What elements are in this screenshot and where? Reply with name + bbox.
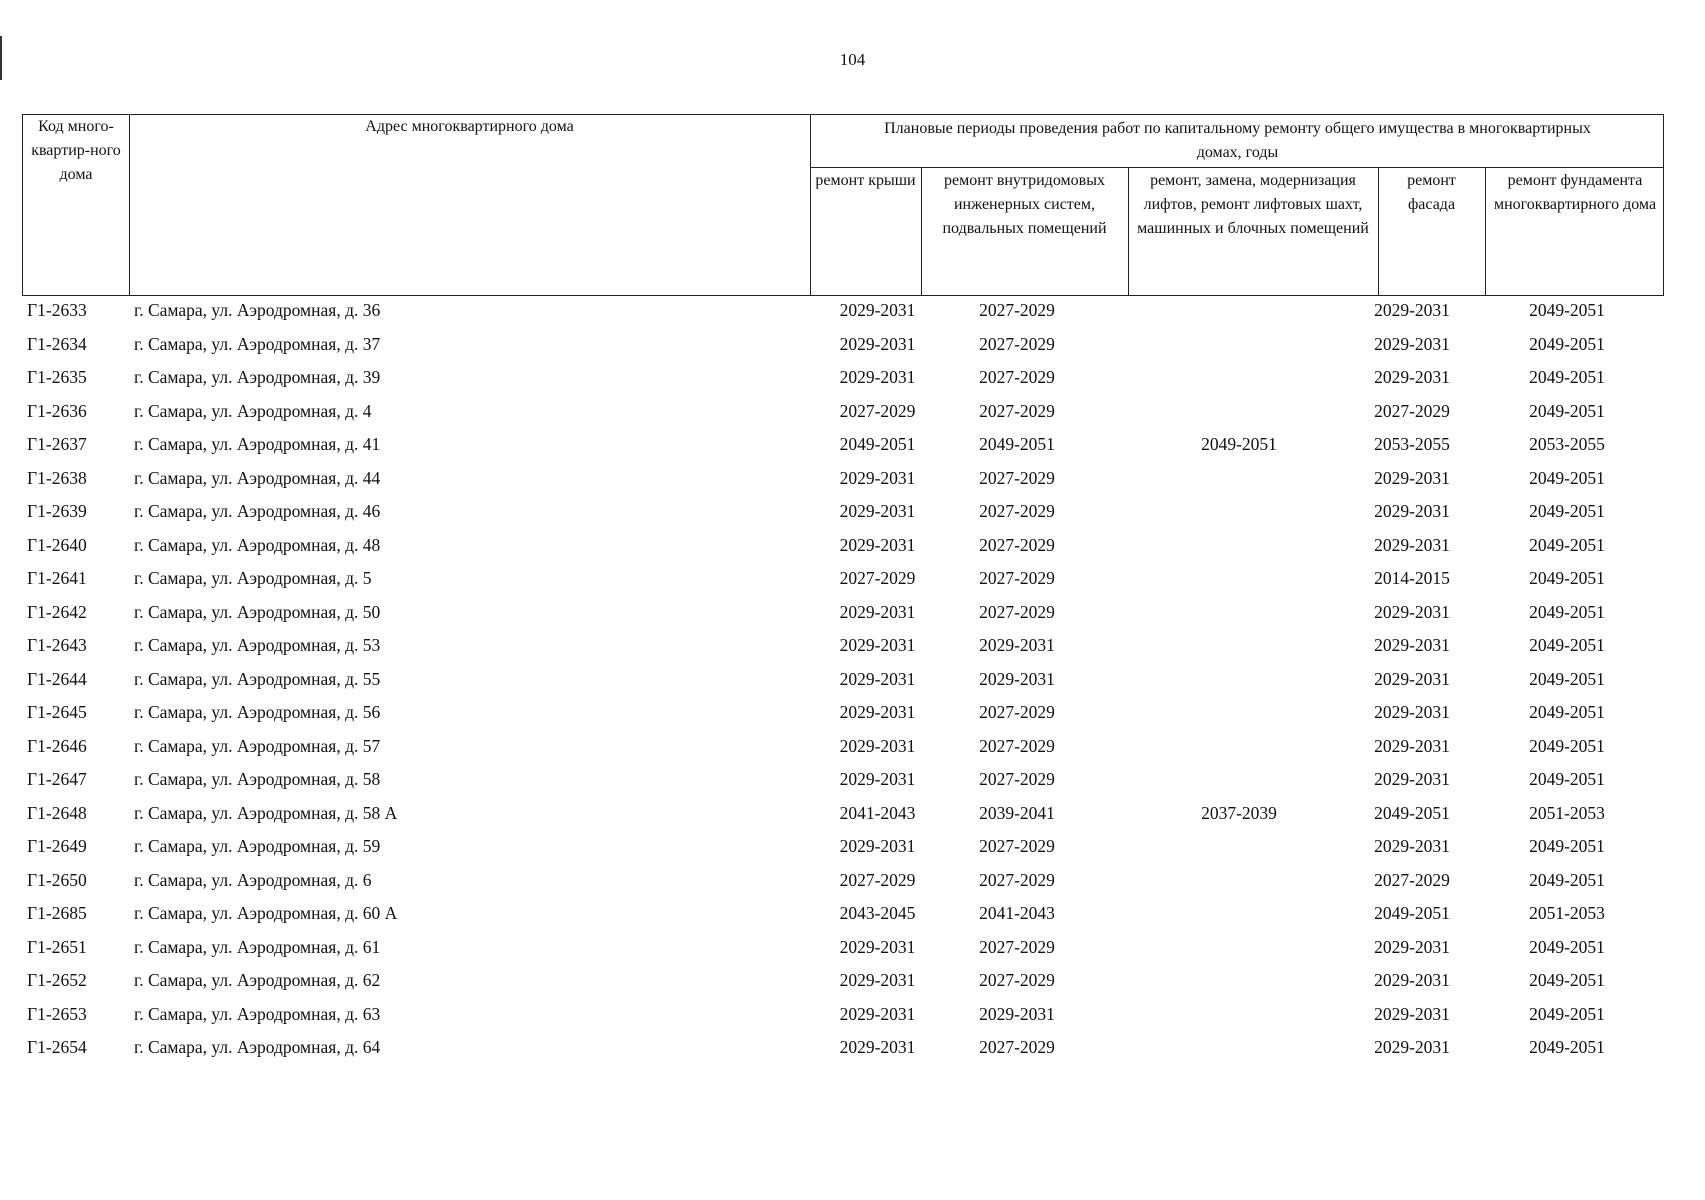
cell-code: Г1-2638: [27, 467, 87, 488]
cell-roof: 2029-2031: [839, 300, 916, 320]
cell-code: Г1-2651: [27, 936, 87, 957]
cell-address: г. Самара, ул. Аэродромная, д. 55: [134, 668, 381, 689]
header-periods: Плановые периоды проведения работ по капитальному ремонту общего имущества в многоквартирных домах, годы: [884, 120, 1591, 161]
cell-roof: 2029-2031: [839, 836, 916, 856]
cell-roof: 2029-2031: [839, 702, 916, 722]
cell-foundation: 2049-2051: [1529, 635, 1605, 655]
cell-engineering: 2041-2043: [979, 903, 1055, 923]
cell-address: г. Самара, ул. Аэродромная, д. 50: [134, 601, 381, 622]
cell-address: г. Самара, ул. Аэродромная, д. 59: [134, 836, 381, 856]
cell-foundation: 2049-2051: [1529, 769, 1605, 789]
cell-address: г. Самара, ул. Аэродромная, д. 64: [134, 1037, 381, 1057]
table-row: [22, 363, 1664, 397]
cell-foundation: 2049-2051: [1529, 300, 1605, 320]
cell-foundation: 2049-2051: [1529, 970, 1605, 990]
cell-foundation: 2049-2051: [1529, 1037, 1605, 1057]
cell-facade: 2029-2031: [1374, 970, 1450, 990]
cell-code: Г1-2648: [27, 802, 87, 823]
cell-code: Г1-2685: [27, 903, 87, 923]
cell-code: Г1-2646: [27, 735, 87, 756]
cell-code: Г1-2643: [27, 635, 87, 655]
cell-engineering: 2027-2029: [979, 333, 1055, 354]
cell-foundation: 2049-2051: [1529, 1003, 1605, 1024]
cell-facade: 2029-2031: [1374, 1037, 1450, 1057]
cell-address: г. Самара, ул. Аэродромная, д. 48: [134, 534, 381, 555]
table-row: [22, 698, 1664, 732]
cell-engineering: 2027-2029: [979, 836, 1055, 856]
cell-code: Г1-2650: [27, 869, 87, 890]
cell-engineering: 2049-2051: [979, 434, 1055, 454]
cell-roof: 2029-2031: [839, 769, 916, 789]
cell-engineering: 2027-2029: [979, 1037, 1055, 1057]
cell-facade: 2029-2031: [1374, 501, 1450, 521]
table-row: [22, 899, 1664, 933]
cell-address: г. Самара, ул. Аэродромная, д. 62: [134, 970, 381, 990]
cell-code: Г1-2645: [27, 702, 87, 722]
cell-roof: 2049-2051: [839, 434, 916, 454]
cell-address: г. Самара, ул. Аэродромная, д. 56: [134, 702, 381, 722]
cell-address: г. Самара, ул. Аэродромная, д. 58: [134, 769, 381, 789]
cell-engineering: 2027-2029: [979, 769, 1055, 789]
cell-address: г. Самара, ул. Аэродромная, д. 4: [134, 400, 372, 421]
cell-engineering: 2027-2029: [979, 501, 1055, 521]
table-row: [22, 966, 1664, 1000]
cell-roof: 2041-2043: [839, 802, 916, 823]
cell-facade: 2029-2031: [1374, 601, 1450, 622]
cell-facade: 2049-2051: [1374, 802, 1450, 823]
cell-facade: 2029-2031: [1374, 668, 1450, 689]
cell-engineering: 2027-2029: [979, 936, 1055, 957]
cell-code: Г1-2652: [27, 970, 87, 990]
table-row: [22, 1000, 1664, 1034]
cell-facade: 2029-2031: [1374, 367, 1450, 387]
cell-code: Г1-2644: [27, 668, 87, 689]
cell-engineering: 2027-2029: [979, 534, 1055, 555]
cell-engineering: 2027-2029: [979, 735, 1055, 756]
cell-foundation: 2049-2051: [1529, 668, 1605, 689]
table-row: [22, 397, 1664, 431]
table-row: [22, 598, 1664, 632]
cell-roof: 2029-2031: [839, 970, 916, 990]
cell-code: Г1-2649: [27, 836, 87, 856]
cell-engineering: 2027-2029: [979, 869, 1055, 890]
cell-roof: 2043-2045: [839, 903, 916, 923]
cell-engineering: 2029-2031: [979, 635, 1055, 655]
header-divider: [810, 167, 1663, 168]
cell-roof: 2029-2031: [839, 1037, 916, 1057]
cell-facade: 2014-2015: [1374, 568, 1450, 588]
cell-foundation: 2049-2051: [1529, 534, 1605, 555]
table-row: [22, 296, 1664, 330]
cell-address: г. Самара, ул. Аэродромная, д. 63: [134, 1003, 381, 1024]
cell-foundation: 2049-2051: [1529, 869, 1605, 890]
cell-foundation: 2049-2051: [1529, 367, 1605, 387]
cell-roof: 2029-2031: [839, 534, 916, 555]
table-row: [22, 631, 1664, 665]
cell-foundation: 2049-2051: [1529, 400, 1605, 421]
cell-facade: 2029-2031: [1374, 769, 1450, 789]
cell-engineering: 2039-2041: [979, 802, 1055, 823]
cell-roof: 2027-2029: [839, 568, 916, 588]
cell-roof: 2029-2031: [839, 333, 916, 354]
cell-address: г. Самара, ул. Аэродромная, д. 53: [134, 635, 381, 655]
cell-address: г. Самара, ул. Аэродромная, д. 41: [134, 434, 381, 454]
cell-roof: 2029-2031: [839, 467, 916, 488]
table-row: [22, 531, 1664, 565]
cell-foundation: 2049-2051: [1529, 735, 1605, 756]
cell-facade: 2029-2031: [1374, 702, 1450, 722]
cell-lift: 2037-2039: [1201, 802, 1277, 823]
cell-facade: 2029-2031: [1374, 534, 1450, 555]
cell-code: Г1-2637: [27, 434, 87, 454]
cell-facade: 2053-2055: [1374, 434, 1450, 454]
cell-roof: 2027-2029: [839, 400, 916, 421]
cell-address: г. Самара, ул. Аэродромная, д. 46: [134, 501, 381, 521]
cell-foundation: 2049-2051: [1529, 936, 1605, 957]
table-row: [22, 765, 1664, 799]
cell-roof: 2029-2031: [839, 601, 916, 622]
cell-engineering: 2027-2029: [979, 367, 1055, 387]
cell-foundation: 2049-2051: [1529, 467, 1605, 488]
cell-address: г. Самара, ул. Аэродромная, д. 37: [134, 333, 381, 354]
header-col-lift: ремонт, замена, модернизация лифтов, ремонт лифтовых шахт, машинных и блочных помещений: [1137, 172, 1369, 237]
cell-code: Г1-2636: [27, 400, 87, 421]
table-row: [22, 799, 1664, 833]
cell-facade: 2049-2051: [1374, 903, 1450, 923]
header-code: Код много-квартир-ного дома: [31, 118, 121, 183]
table-row: [22, 832, 1664, 866]
page-number: 104: [839, 50, 866, 69]
cell-roof: 2029-2031: [839, 635, 916, 655]
cell-code: Г1-2653: [27, 1003, 87, 1024]
cell-engineering: 2027-2029: [979, 300, 1055, 320]
cell-address: г. Самара, ул. Аэродромная, д. 5: [134, 568, 372, 588]
cell-engineering: 2027-2029: [979, 400, 1055, 421]
table-body: [22, 296, 1664, 1067]
table-row: [22, 330, 1664, 364]
cell-roof: 2029-2031: [839, 735, 916, 756]
cell-foundation: 2049-2051: [1529, 836, 1605, 856]
cell-engineering: 2029-2031: [979, 668, 1055, 689]
cell-code: Г1-2634: [27, 333, 87, 354]
cell-engineering: 2027-2029: [979, 568, 1055, 588]
cell-address: г. Самара, ул. Аэродромная, д. 6: [134, 869, 372, 890]
cell-facade: 2029-2031: [1374, 300, 1450, 320]
table-header: [22, 114, 1664, 296]
header-col-engineering: ремонт внутридомовых инженерных систем, подвальных помещений: [942, 172, 1107, 237]
cell-roof: 2027-2029: [839, 869, 916, 890]
cell-facade: 2029-2031: [1374, 635, 1450, 655]
table-row: [22, 933, 1664, 967]
cell-address: г. Самара, ул. Аэродромная, д. 60 А: [134, 903, 398, 923]
cell-engineering: 2027-2029: [979, 970, 1055, 990]
cell-lift: 2049-2051: [1201, 434, 1277, 454]
table-row: [22, 430, 1664, 464]
cell-code: Г1-2639: [27, 501, 87, 521]
cell-facade: 2027-2029: [1374, 869, 1450, 890]
cell-address: г. Самара, ул. Аэродромная, д. 57: [134, 735, 381, 756]
cell-engineering: 2027-2029: [979, 702, 1055, 722]
cell-foundation: 2053-2055: [1529, 434, 1605, 454]
header-col-facade: ремонт фасада: [1407, 172, 1456, 213]
cell-address: г. Самара, ул. Аэродромная, д. 39: [134, 367, 381, 387]
cell-foundation: 2049-2051: [1529, 601, 1605, 622]
cell-foundation: 2051-2053: [1529, 903, 1605, 923]
cell-code: Г1-2642: [27, 601, 87, 622]
cell-address: г. Самара, ул. Аэродромная, д. 44: [134, 467, 381, 488]
table-row: [22, 497, 1664, 531]
cell-facade: 2029-2031: [1374, 1003, 1450, 1024]
cell-address: г. Самара, ул. Аэродромная, д. 36: [134, 300, 381, 320]
cell-code: Г1-2640: [27, 534, 87, 555]
cell-roof: 2029-2031: [839, 936, 916, 957]
cell-code: Г1-2633: [27, 300, 87, 320]
header-address: Адрес многоквартирного дома: [365, 118, 574, 135]
cell-engineering: 2027-2029: [979, 601, 1055, 622]
cell-address: г. Самара, ул. Аэродромная, д. 61: [134, 936, 381, 957]
table-row: [22, 665, 1664, 699]
cell-facade: 2029-2031: [1374, 735, 1450, 756]
cell-foundation: 2051-2053: [1529, 802, 1605, 823]
cell-foundation: 2049-2051: [1529, 333, 1605, 354]
cell-engineering: 2027-2029: [979, 467, 1055, 488]
cell-address: г. Самара, ул. Аэродромная, д. 58 А: [134, 802, 398, 823]
cell-foundation: 2049-2051: [1529, 568, 1605, 588]
cell-roof: 2029-2031: [839, 501, 916, 521]
cell-engineering: 2029-2031: [979, 1003, 1055, 1024]
cell-code: Г1-2641: [27, 568, 87, 588]
header-col-roof: ремонт крыши: [815, 172, 916, 189]
cell-code: Г1-2647: [27, 769, 87, 789]
cell-facade: 2029-2031: [1374, 836, 1450, 856]
cell-facade: 2029-2031: [1374, 936, 1450, 957]
table-row: [22, 866, 1664, 900]
cell-roof: 2029-2031: [839, 367, 916, 387]
header-col-foundation: ремонт фундамента многоквартирного дома: [1493, 172, 1657, 213]
cell-code: Г1-2654: [27, 1037, 87, 1057]
table-row: [22, 564, 1664, 598]
table-row: [22, 464, 1664, 498]
cell-roof: 2029-2031: [839, 1003, 916, 1024]
header-divider: [129, 115, 130, 295]
cell-roof: 2029-2031: [839, 668, 916, 689]
cell-facade: 2027-2029: [1374, 400, 1450, 421]
cell-foundation: 2049-2051: [1529, 501, 1605, 521]
table-row: [22, 732, 1664, 766]
cell-facade: 2029-2031: [1374, 333, 1450, 354]
table-row: [22, 1033, 1664, 1067]
cell-facade: 2029-2031: [1374, 467, 1450, 488]
cell-code: Г1-2635: [27, 367, 87, 387]
cell-foundation: 2049-2051: [1529, 702, 1605, 722]
